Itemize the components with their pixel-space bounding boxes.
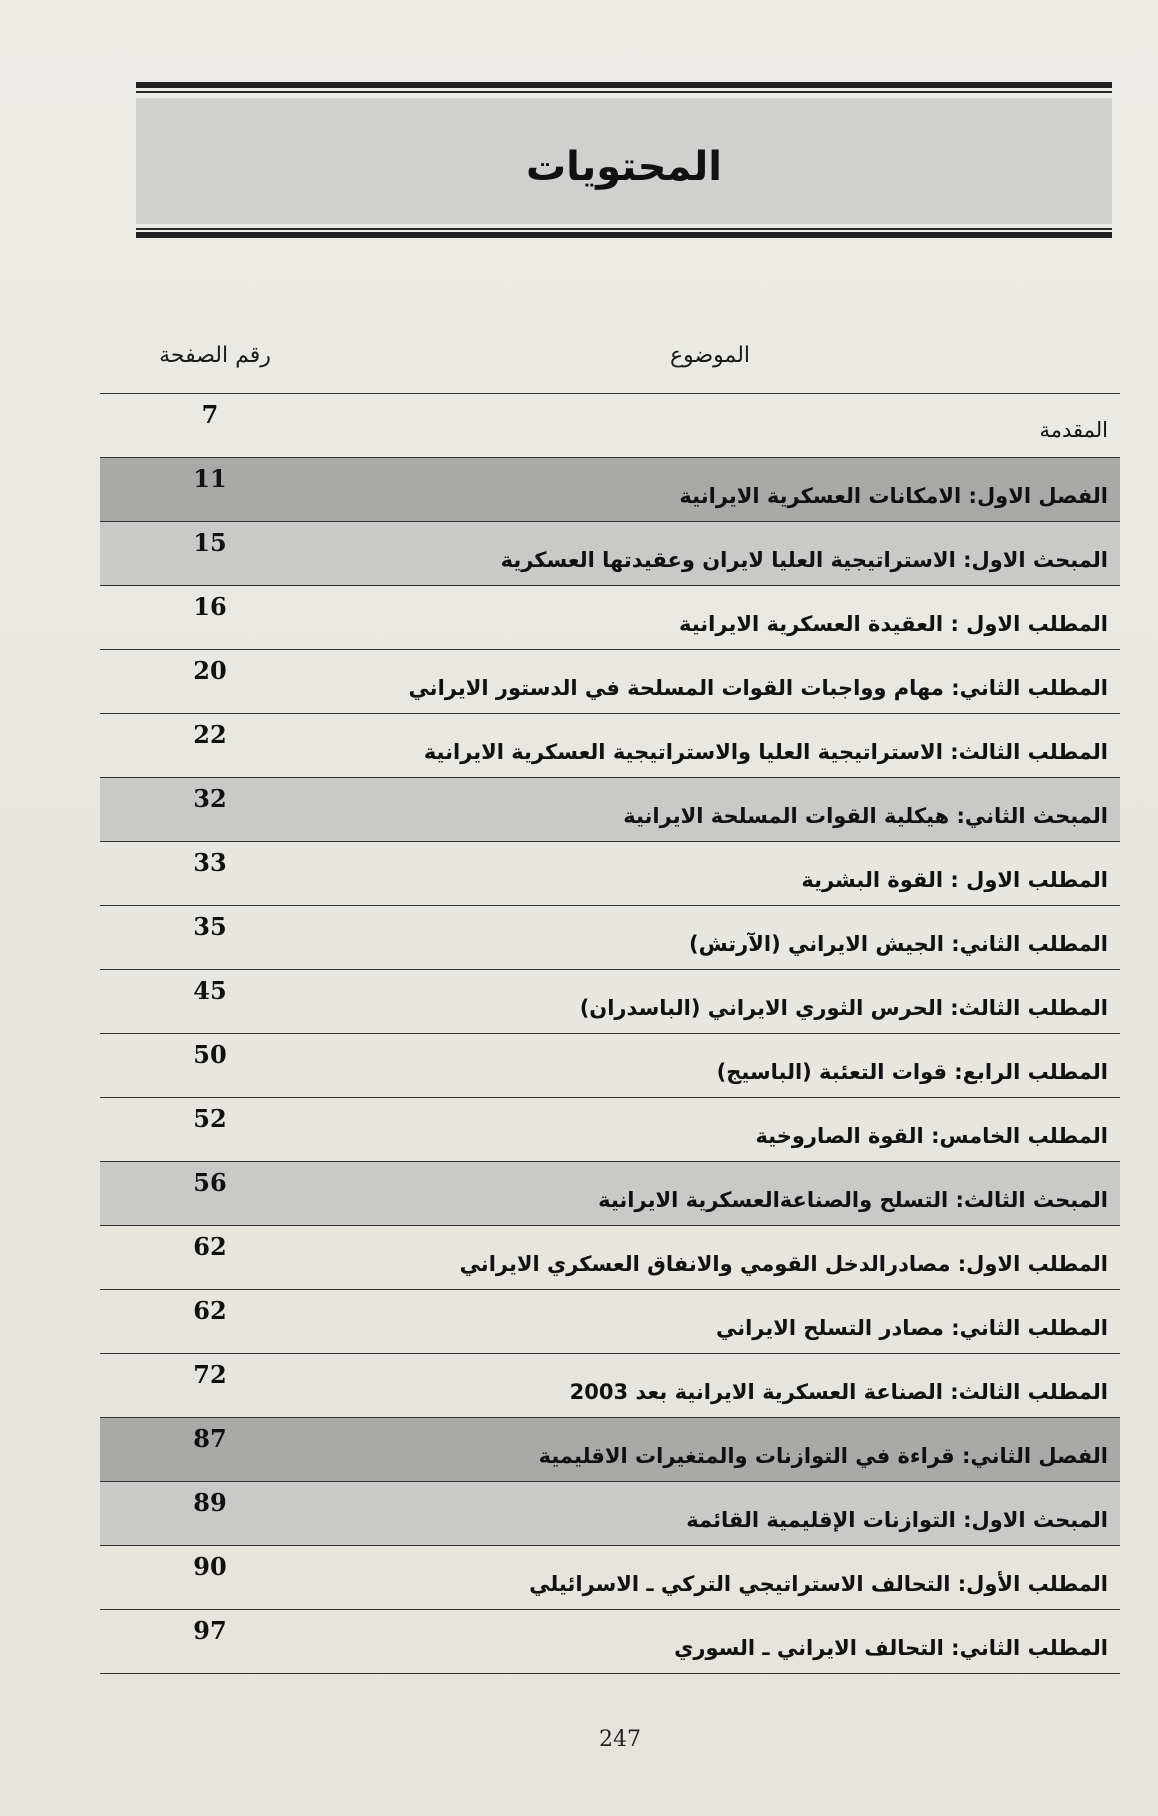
- toc-row: [100, 906, 1120, 970]
- toc-topic: المطلب الاول: مصادرالدخل القومي والانفاق العسكري الايراني: [459, 1252, 1108, 1276]
- toc-topic: المبحث الاول: التوازنات الإقليمية القائمة: [686, 1508, 1108, 1532]
- toc-row: [100, 1546, 1120, 1610]
- toc-topic: الفصل الثاني: قراءة في التوازنات والمتغيرات الاقليمية: [538, 1444, 1108, 1468]
- toc-page-number: 62: [193, 1296, 227, 1325]
- toc-page-number: 7: [201, 400, 219, 429]
- toc-row: [100, 1098, 1120, 1162]
- toc-row: [100, 1162, 1120, 1226]
- toc-page-number: 33: [193, 848, 227, 877]
- toc-row: [100, 1418, 1120, 1482]
- page-footer-number: 247: [599, 1727, 641, 1752]
- toc-page-number: 15: [193, 528, 227, 557]
- toc-row: [100, 778, 1120, 842]
- toc-topic: المطلب الثاني: الجيش الايراني (الآرتش): [688, 932, 1108, 956]
- toc-topic: المبحث الثالث: التسلح والصناعةالعسكرية الايرانية: [598, 1188, 1108, 1212]
- toc-topic: المبحث الاول: الاستراتيجية العليا لايران وعقيدتها العسكرية: [500, 548, 1108, 572]
- toc-row: [100, 1226, 1120, 1290]
- toc-page-number: 89: [193, 1488, 227, 1517]
- page-title: المحتويات: [525, 144, 722, 190]
- toc-page-number: 35: [193, 912, 227, 941]
- toc-topic: المطلب الرابع: قوات التعئبة (الباسيج): [716, 1060, 1108, 1084]
- toc-page-number: 97: [193, 1616, 227, 1645]
- title-bottom-rule: [136, 228, 1112, 240]
- toc-topic: المطلب الخامس: القوة الصاروخية: [755, 1124, 1108, 1148]
- toc-row: [100, 1290, 1120, 1354]
- toc-row: [100, 714, 1120, 778]
- toc-row: [100, 522, 1120, 586]
- toc-page-number: 72: [193, 1360, 227, 1389]
- toc-page-number: 56: [193, 1168, 227, 1197]
- toc-page-number: 32: [193, 784, 227, 813]
- toc-topic: المطلب الثاني: مهام وواجبات القوات المسلحة في الدستور الايراني: [408, 676, 1108, 700]
- toc-topic: المطلب الثالث: الحرس الثوري الايراني (الباسدران): [579, 996, 1108, 1020]
- page-number-column-header: رقم الصفحة: [159, 343, 271, 368]
- toc-page-number: 50: [193, 1040, 227, 1069]
- title-top-rule: [136, 82, 1112, 94]
- toc-page-number: 52: [193, 1104, 227, 1133]
- title-block: [136, 82, 1112, 244]
- toc-page-number: 20: [193, 656, 227, 685]
- toc-page-number: 90: [193, 1552, 227, 1581]
- toc-page-number: 22: [193, 720, 227, 749]
- toc-topic: الفصل الاول: الامكانات العسكرية الايرانية: [679, 484, 1108, 508]
- toc-topic: المطلب الثاني: التحالف الايراني ـ السوري: [674, 1636, 1108, 1660]
- toc-row: [100, 1034, 1120, 1098]
- toc-page-number: 62: [193, 1232, 227, 1261]
- toc-topic: المبحث الثاني: هيكلية القوات المسلحة الايرانية: [623, 804, 1108, 828]
- toc-row: [100, 1354, 1120, 1418]
- topic-column-header: الموضوع: [669, 343, 751, 368]
- toc-row: [100, 1610, 1120, 1674]
- toc-topic: المطلب الأول: التحالف الاستراتيجي التركي ـ الاسرائيلي: [529, 1572, 1108, 1596]
- toc-page-number: 87: [193, 1424, 227, 1453]
- toc-topic: المطلب الثالث: الصناعة العسكرية الايرانية بعد 2003: [569, 1380, 1108, 1404]
- toc-row: [100, 394, 1120, 458]
- toc-topic: المطلب الاول : القوة البشرية: [801, 868, 1108, 892]
- toc-row: [100, 970, 1120, 1034]
- toc-page-number: 45: [193, 976, 227, 1005]
- toc-row: [100, 842, 1120, 906]
- toc-topic: المطلب الثالث: الاستراتيجية العليا والاستراتيجية العسكرية الايرانية: [423, 740, 1108, 764]
- toc-page-number: 11: [193, 464, 227, 493]
- toc-row: [100, 586, 1120, 650]
- toc-row: [100, 1482, 1120, 1546]
- table-of-contents: [100, 393, 1120, 1674]
- toc-topic: المقدمة: [1039, 418, 1108, 442]
- toc-row: [100, 650, 1120, 714]
- toc-page-number: 16: [193, 592, 227, 621]
- toc-topic: المطلب الاول : العقيدة العسكرية الايرانية: [678, 612, 1108, 636]
- toc-row: [100, 458, 1120, 522]
- toc-topic: المطلب الثاني: مصادر التسلح الايراني: [715, 1316, 1108, 1340]
